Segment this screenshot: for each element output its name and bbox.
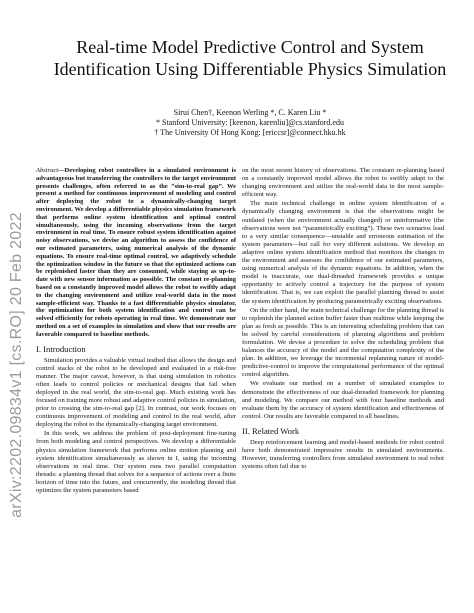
section-heading-related-work: II. Related Work xyxy=(242,425,300,436)
related-paragraph-1: Deep reinforcement learning and model-based methods for robot control have both demonstrated impressive results in simulated environments. However, transferring controllers from simulated environment to real robot systems often fail due to xyxy=(242,438,444,471)
right-column xyxy=(242,167,444,472)
abstract xyxy=(36,167,236,339)
left-column xyxy=(36,167,236,496)
section-heading-introduction: I. Introduction xyxy=(36,343,86,354)
intro-paragraph-1: Simulation provides a valuable virtual testbed that allows the design and control stacks of the robot to be developed and evaluated in a risk-free manner. The major caveat, however, is that using simulation in robotics often leads to control policies or mechanical designs that fail when deployed in the real world, the sim-to-real gap. Much existing work has focused on training more robust and adaptive control policies in simulation, prior to crossing the sim-to-real gap [2]. In contrast, our work focuses on continuous improvement of modeling and control in the real world, after deploying the robot to the dynamically-changing target environment. xyxy=(36,356,236,429)
abstract-text: —Developing robot controllers in a simulated environment is advantageous but transferring the controllers to the target environment presents challenges, often referred to as the “sim-to-real gap”. We present a method for continuous improvement of modeling and control after deploying the robot to a dynamically-changing target environment. We develop a differentiable physics simulation framework that performs online system identification and optimal control simultaneously, using the incoming observations from the target environment in real time. To ensure robust system identification against noisy observations, we devise an algorithm to assess the confidence of our estimated parameters, using numerical analysis of the dynamic equations. To ensure real-time optimal control, we adaptively schedule the optimization window in the future so that the optimized actions can be replenished faster than they are consumed, while staying as up-to-date with new sensor information as possible. The constant re-planning based on a constantly improved model allows the robot to swiftly adapt to the changing environment and utilize real-world data in the most sample-efficient way. Thanks to a fast differentiable physics simulator, the optimization for both system identification and control can be solved efficiently for robots operating in real time. We demonstrate our method on a set of examples in simulation and show that our results are favorable compared to baseline methods. xyxy=(36,167,236,338)
author-block xyxy=(40,108,460,138)
right-paragraph-2: The main technical challenge in online system identification of a dynamically changing environment is that the observations might be outdated (when the environment actually changed) or uninformative (the observations were not “parametrically exciting”). These two scenarios lead to a very similar consequence—unstable and erroneous estimation of the system parameters—but call for very different solutions. We develop an adaptive online system identification method that monitors the changes in the environment and assesses the confidence of our estimated parameters, using numerical analysis of the dynamic equations. In addition, when the model is inaccurate, our dual-threaded framework provides a unique opportunity to actively control a trajectory for the purpose of system identification. That is, we can exploit the parallel planning thread to assist the system identification by producing parametrically exciting observations. xyxy=(242,200,444,305)
author-names: Sirui Chen†, Keenon Werling *, C. Karen Liu * xyxy=(173,108,327,117)
abstract-lead: Abstract xyxy=(36,167,59,174)
right-paragraph-1: on the most recent history of observations. The constant re-planning based on a constantly improved model allows the robot to swiftly adapt to the changing environment and utilize the real-world data in the most sample-efficient way. xyxy=(242,167,444,199)
arxiv-identifier: arXiv:2202.09834v1 [cs.RO] 20 Feb 2022 xyxy=(8,212,25,518)
right-paragraph-3: On the other hand, the main technical challenge for the planning thread is to replenish the planned action buffer faster than realtime while keeping the plan as fresh as possible. This is an interesting scheduling problem that can be solved by careful considerations of planning algorithms and problem formulation. We devise a procedure to solve the scheduling problem that balances the accuracy of the model and the computation complexity of the plan. In addition, we leverage the incremental replanning nature of model-predictive-control to improve the computational performance of the optimal control algorithm. xyxy=(242,306,444,379)
affiliation-hku: † The University Of Hong Kong: [ericcsr]@connect.hku.hk xyxy=(154,128,346,137)
right-paragraph-4: We evaluate our method on a number of simulated examples to demonstrate the effectiveness of our dual-threaded framework for planning and modeling. We compare our method with four baseline methods and evaluate them by the accuracy of system identification and effectiveness of control. Our results are favorable compared to all baselines. xyxy=(242,380,444,420)
paper-title: Real-time Model Predictive Control and System Identification Using Differentiable Physics Simulation xyxy=(53,37,447,79)
arxiv-stamp xyxy=(4,150,30,580)
affiliation-stanford: * Stanford University: [keenon, karenliu]@cs.stanford.edu xyxy=(156,118,344,127)
intro-paragraph-2: In this work, we address the problem of post-deployment fine-tuning from both modeling and control perspectives. We develop a differentiable physics simulation framework that performs online motion planning and system identification simultaneously as shown in I, using the incoming observations in real time. Our system runs two parallel computation threads: a planning thread that solves for a sequence of actions over a finite horizon of time into the future, and concurrently, the modeling thread that optimizes the system parameters based xyxy=(36,430,236,495)
